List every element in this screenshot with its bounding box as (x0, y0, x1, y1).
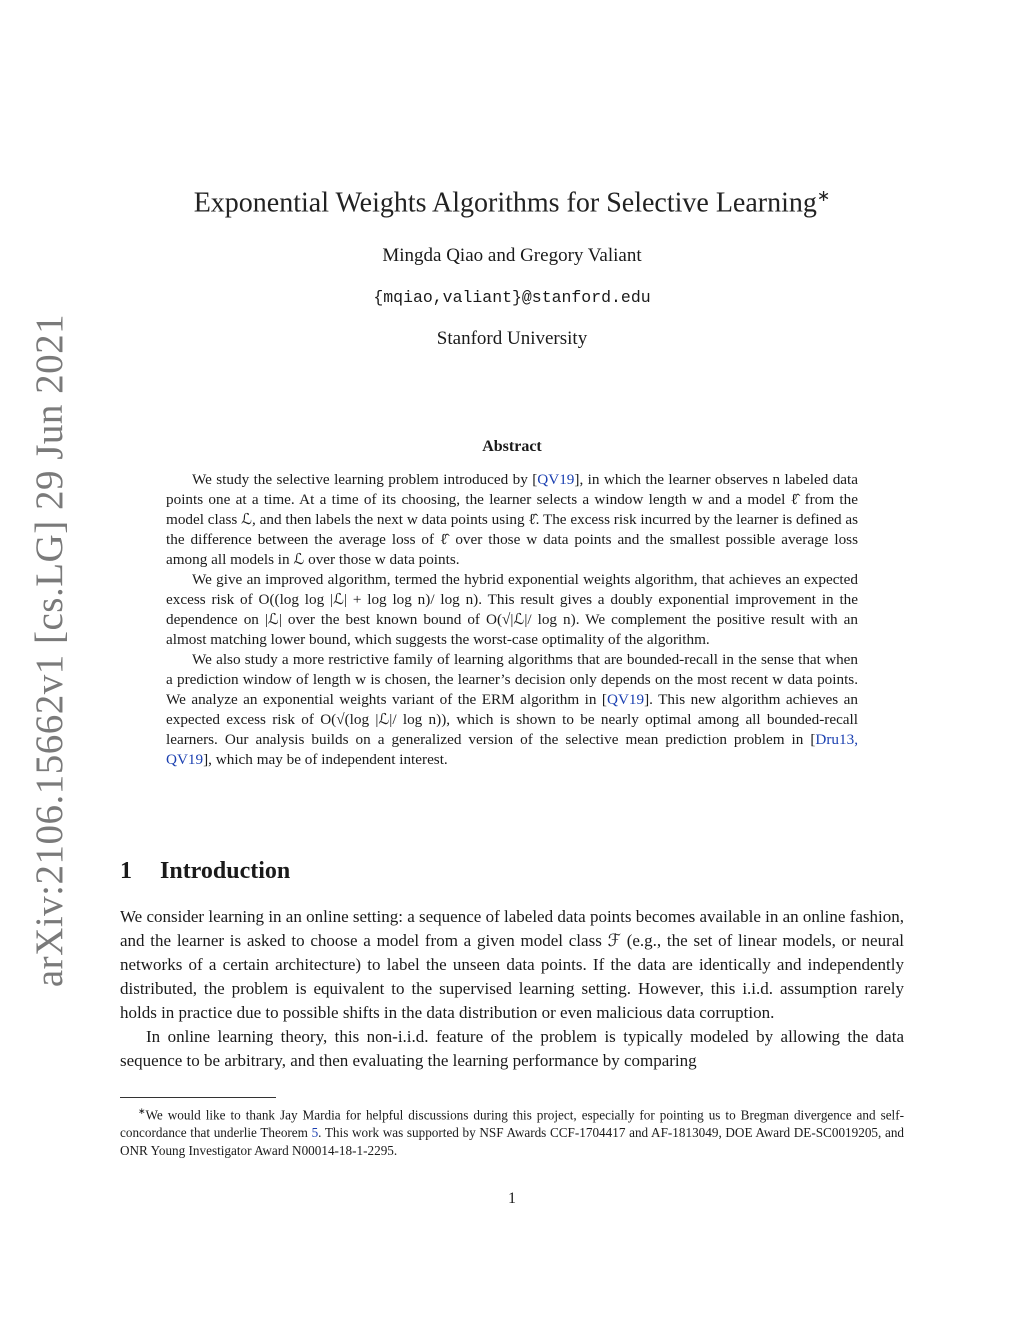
citation-link[interactable]: QV19 (537, 471, 575, 488)
intro-paragraph-1: We consider learning in an online setting: a sequence of labeled data points becomes available in an online fashion, and the learner is asked to choose a model from a given model class ℱ (e.g., the set of linear models, or neural networks of a certain architecture) to label the unseen data points. If the data are identically and independently distributed, the problem is equivalent to the supervised learning setting. However, this i.i.d. assumption rarely holds in practice due to possible shifts in the data distribution or even malicious data corruption. (120, 907, 904, 1022)
abstract-text: We also study a more restrictive family of learning algorithms that are bounded-recall in the sense that when a prediction window of length w is chosen, the learner’s decision only depends on the most recent w data points. We analyze an exponential weights variant of the ERM algorithm in [ (166, 651, 858, 708)
section-heading (120, 858, 290, 885)
intro-paragraph-2: In online learning theory, this non-i.i.d. feature of the problem is typically modeled by allowing the data sequence to be arbitrary, and then evaluating the learning performance by comparing (120, 1027, 904, 1070)
paper-title (120, 186, 904, 219)
abstract-paragraph-2: We give an improved algorithm, termed the hybrid exponential weights algorithm, that achieves an expected excess risk of O((log log |ℒ| + log log n)/ log n). This result gives a doubly exponential improvement in the dependence on |ℒ| over the best known bound of O(√|ℒ|/ log n). We complement the positive result with an almost matching lower bound, which suggests the worst-case optimality of the algorithm. (166, 571, 858, 648)
abstract-text: ], in which the learner observes n labeled data points one at a time. At a time of its choosing, the learner selects a window length w and a model ℓ̂ from the model class ℒ, and then labels the next w data points using ℓ̂. The excess risk incurred by the learner is defined as the difference between the average loss of ℓ̂ over those w data points and the smallest possible average loss among all models in ℒ over those w data points. (166, 471, 859, 568)
arxiv-sidebar (18, 313, 82, 987)
title-text: Exponential Weights Algorithms for Selective Learning (193, 187, 817, 219)
abstract-text: ], which may be of independent interest. (203, 751, 448, 768)
page-number: 1 (508, 1190, 516, 1207)
citation-link[interactable]: Dru13, QV19 (166, 731, 858, 768)
abstract-text: We study the selective learning problem introduced by [ (192, 471, 538, 488)
arxiv-identifier: arXiv:2106.15662v1 [cs.LG] 29 Jun 2021 (28, 313, 72, 987)
title-footnote-mark: ∗ (816, 188, 831, 205)
abstract-heading: Abstract (482, 438, 542, 455)
footnote-text: We would like to thank Jay Mardia for helpful discussions during this project, especially for pointing us to Bregman divergence and self-concordance that underlie Theorem (120, 1107, 904, 1141)
abstract-paragraph-3 (166, 650, 858, 770)
section-number: 1 (120, 858, 132, 884)
author-list: Mingda Qiao and Gregory Valiant (382, 245, 642, 266)
abstract-text: ]. This new algorithm achieves an expected excess risk of O(√(log |ℒ|/ log n)), which is shown to be nearly optimal among all bounded-recall learners. Our analysis builds on a generalized version of the selective mean prediction problem in [ (166, 691, 858, 748)
citation-link[interactable]: QV19 (606, 691, 645, 708)
footnote-divider (120, 1097, 276, 1098)
abstract-paragraph-1 (166, 470, 858, 570)
footnote-mark: ∗ (138, 1106, 146, 1116)
footnote (120, 1102, 904, 1160)
author-affiliation: Stanford University (436, 328, 588, 349)
abstract-body (166, 470, 858, 770)
theorem-reference-link[interactable]: 5 (311, 1125, 319, 1141)
introduction-body (120, 905, 904, 1073)
section-title: Introduction (160, 858, 291, 884)
author-email: {mqiao,valiant}@stanford.edu (373, 288, 651, 307)
footnote-text: . This work was supported by NSF Awards CCF-1704417 and AF-1813049, DOE Award DE-SC0019205, and ONR Young Investigator Award N00014-18-1-2295. (120, 1125, 905, 1159)
